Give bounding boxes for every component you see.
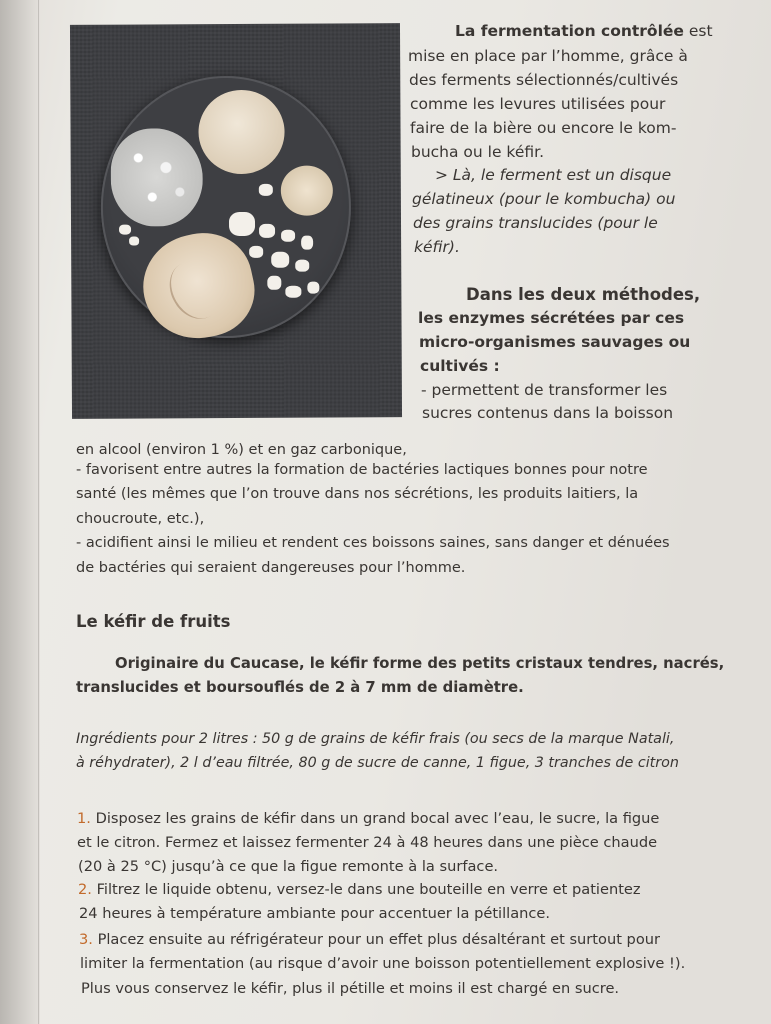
p3-bold-line: les enzymes sécrétées par ces	[418, 309, 685, 327]
p3-bold-line: Dans les deux méthodes,	[466, 285, 701, 304]
photo-grain	[259, 184, 273, 196]
photo-sugar-pile	[281, 165, 333, 215]
p3-bold-line: cultivés :	[420, 357, 500, 375]
p3-line: sucres contenus dans la boisson	[422, 404, 674, 422]
p1-lead: La fermentation contrôlée	[455, 22, 684, 40]
p1-line: comme les levures utilisées pour	[410, 95, 666, 113]
step-1-line	[77, 812, 659, 827]
step-2-line: 24 heures à température ambiante pour accentuer la pétillance.	[79, 905, 551, 922]
photo-grain	[301, 236, 313, 250]
p1-line: bucha ou le kéfir.	[411, 143, 545, 161]
step-1-line: (20 à 25 °C) jusqu’à ce que la figue remonte à la surface.	[78, 858, 499, 875]
step-number: 1.	[77, 810, 91, 827]
intro-line: translucides et boursouflés de 2 à 7 mm de diamètre.	[76, 679, 524, 696]
body-line: choucroute, etc.),	[76, 511, 205, 527]
photo-grain	[307, 282, 319, 294]
gutter-line	[38, 0, 39, 1024]
step-3-line: limiter la fermentation (au risque d’avoir une boisson potentiellement explosive !).	[80, 955, 686, 972]
p3-line: - permettent de transformer les	[421, 381, 668, 399]
photo-grain	[285, 286, 301, 298]
p1-lead-rest: est	[683, 22, 713, 40]
photo-kefir-crystals	[111, 128, 204, 226]
body-line: de bactéries qui seraient dangereuses pour l’homme.	[76, 560, 466, 576]
p1-line: faire de la bière ou encore le kom-	[410, 119, 677, 137]
step-3-line: Plus vous conservez le kéfir, plus il pétille et moins il est chargé en sucre.	[81, 980, 620, 997]
photo-grain	[259, 224, 275, 238]
step-text: Filtrez le liquide obtenu, versez-le dans une bouteille en verre et patientez	[91, 881, 641, 898]
step-text: Placez ensuite au réfrigérateur pour un effet plus désaltérant et surtout pour	[92, 931, 660, 948]
photo-grain	[119, 225, 131, 235]
photo-grain	[129, 237, 139, 246]
body-line: - favorisent entre autres la formation de bactéries lactiques bonnes pour notre	[76, 462, 648, 478]
photo-grain	[271, 252, 289, 268]
p1-line: mise en place par l’homme, grâce à	[408, 47, 688, 65]
step-text: Disposez les grains de kéfir dans un grand bocal avec l’eau, le sucre, la figue	[90, 810, 660, 827]
p3-bold-line: micro-organismes sauvages ou	[419, 333, 691, 351]
step-3-line	[79, 933, 660, 948]
p2-line: kéfir).	[414, 238, 460, 256]
body-line: - acidifient ainsi le milieu et rendent ces boissons saines, sans danger et dénuées	[76, 535, 670, 551]
page-gutter	[0, 0, 40, 1024]
ferments-photo	[70, 23, 402, 419]
photo-gelatinous-disc	[198, 90, 284, 174]
photo-grain	[249, 246, 263, 258]
intro-line: Originaire du Caucase, le kéfir forme des petits cristaux tendres, nacrés,	[115, 655, 725, 672]
photo-grain	[295, 260, 309, 272]
ingredients-line: Ingrédients pour 2 litres : 50 g de grains de kéfir frais (ou secs de la marque Natali,	[76, 731, 675, 747]
photo-grain	[229, 212, 255, 236]
step-1-line: et le citron. Fermez et laissez fermenter 24 à 48 heures dans une pièce chaude	[77, 834, 658, 851]
p2-line: gélatineux (pour le kombucha) ou	[412, 190, 676, 208]
step-number: 2.	[78, 881, 92, 898]
step-2-line	[78, 883, 641, 898]
section-heading: Le kéfir de fruits	[76, 612, 231, 631]
p1-line: des ferments sélectionnés/cultivés	[409, 71, 679, 89]
step-number: 3.	[79, 931, 93, 948]
photo-grain	[267, 276, 281, 290]
body-line: en alcool (environ 1 %) et en gaz carbonique,	[76, 442, 407, 458]
p2-line: des grains translucides (pour le	[413, 214, 658, 232]
photo-grain	[281, 230, 295, 242]
body-line: santé (les mêmes que l’on trouve dans nos sécrétions, les produits laitiers, la	[76, 486, 639, 502]
ingredients-line: à réhydrater), 2 l d’eau filtrée, 80 g de sucre de canne, 1 figue, 3 tranches de citron	[76, 755, 679, 771]
p2-line: > Là, le ferment est un disque	[435, 166, 672, 184]
p1-line	[455, 24, 713, 40]
